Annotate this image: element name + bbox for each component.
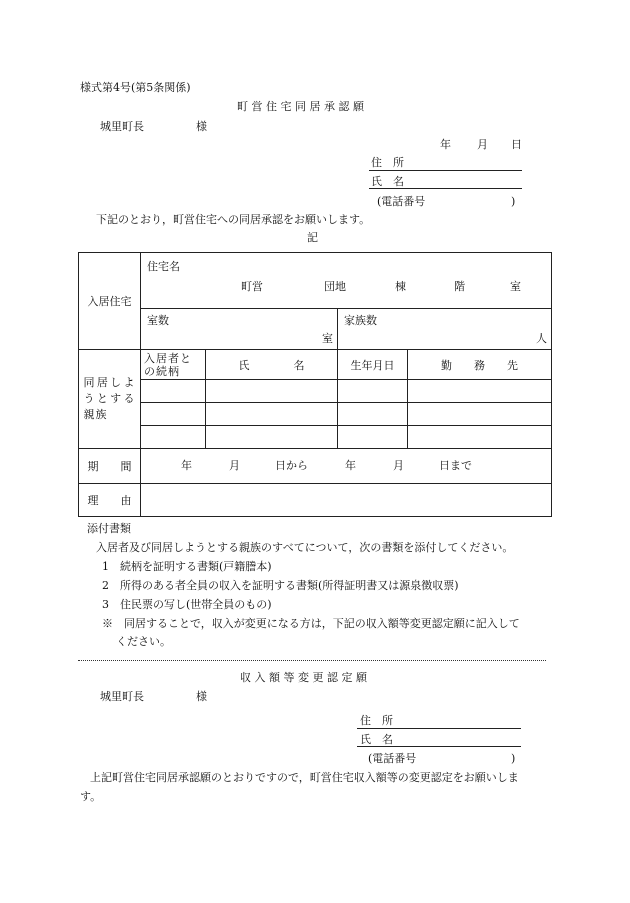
- applicant-phone-label: (電話番号: [377, 195, 426, 208]
- attachments-heading: 添付書類: [87, 522, 131, 535]
- cohabit-row-1: [79, 380, 552, 403]
- family-count-cell: [338, 309, 552, 350]
- relation-header: 入居者との続柄: [144, 351, 192, 378]
- birth-cell[interactable]: [338, 403, 408, 426]
- reason-label: 理 由: [87, 494, 132, 507]
- housing-unit-building: 棟: [395, 280, 406, 293]
- honorific: 様: [196, 120, 207, 133]
- period-end-year: 年: [345, 459, 356, 472]
- name-cell[interactable]: [206, 403, 338, 426]
- attachment-item-3: 3 住民票の写し(世帯全員のもの): [102, 598, 272, 611]
- housing-unit-floor: 階: [454, 280, 465, 293]
- applicant-name-label: 氏 名: [371, 175, 404, 188]
- ki-label: 記: [307, 231, 318, 244]
- attachment-item-1: 1 続柄を証明する書類(戸籍謄本): [102, 560, 272, 573]
- address-underline: [369, 170, 522, 171]
- name-header: 氏 名: [238, 358, 305, 372]
- family-count-label: 家族数: [344, 314, 377, 327]
- form-number: 様式第4号(第5条関係): [80, 81, 191, 94]
- second-body-line2: す。: [80, 790, 102, 803]
- room-count-unit: 室: [322, 332, 333, 345]
- intro-text: 下記のとおり，町営住宅への同居承認をお願いします。: [96, 213, 371, 226]
- second-address-label: 住 所: [360, 714, 393, 727]
- attachment-item-2: 2 所得のある者全員の収入を証明する書類(所得証明書又は源泉徴収票): [102, 579, 459, 592]
- second-body-line1: 上記町営住宅同居承認願のとおりですので，町営住宅収入額等の変更認定をお願いしま: [90, 771, 519, 784]
- second-addressee: 城里町長: [100, 690, 144, 703]
- period-start-day: 日から: [275, 459, 308, 472]
- birth-header: 生年月日: [350, 358, 395, 372]
- addressee: 城里町長: [100, 120, 144, 133]
- residence-row-counts: [79, 309, 552, 350]
- attachments-lead: 入居者及び同居しようとする親族のすべてについて，次の書類を添付してください。: [96, 541, 514, 554]
- residence-row-name: [79, 253, 552, 309]
- housing-unit-danchi: 団地: [324, 280, 346, 293]
- attachment-note-line1: ※ 同居することで，収入が変更になる方は，下記の収入額等変更認定願に記入して: [102, 617, 520, 630]
- period-value-cell[interactable]: [141, 449, 552, 484]
- room-count-cell: [141, 309, 338, 350]
- period-start-year: 年: [181, 459, 192, 472]
- housing-name-cell: [141, 253, 552, 309]
- birth-cell[interactable]: [338, 426, 408, 449]
- second-name-label: 氏 名: [360, 733, 393, 746]
- relation-cell[interactable]: [141, 403, 206, 426]
- second-phone-label: (電話番号: [368, 752, 417, 765]
- relation-cell[interactable]: [141, 426, 206, 449]
- cohabit-header-cell: [79, 350, 141, 449]
- name-underline: [369, 188, 522, 189]
- work-cell[interactable]: [408, 380, 552, 403]
- residence-header: 入居住宅: [87, 295, 132, 308]
- room-count-label: 室数: [147, 314, 169, 327]
- name-cell[interactable]: [206, 426, 338, 449]
- housing-unit-room: 室: [510, 280, 521, 293]
- housing-unit-town: 町営: [241, 280, 263, 293]
- reason-label-cell: [79, 484, 141, 517]
- cohabit-row-3: [79, 426, 552, 449]
- reason-value-cell[interactable]: [141, 484, 552, 517]
- second-title: 収 入 額 等 変 更 認 定 願: [240, 671, 367, 684]
- date-month: 月: [477, 138, 488, 151]
- family-count-unit: 人: [536, 332, 547, 345]
- work-cell[interactable]: [408, 403, 552, 426]
- date-year: 年: [440, 138, 451, 151]
- application-table: [78, 252, 552, 517]
- attachment-note-line2: ください。: [116, 635, 171, 648]
- housing-name-label: 住宅名: [147, 260, 180, 273]
- period-end-month: 月: [393, 459, 404, 472]
- residence-header-cell: [79, 253, 141, 350]
- section-divider: [78, 660, 546, 661]
- cohabit-row-2: [79, 403, 552, 426]
- applicant-phone-close: ): [511, 195, 516, 208]
- work-header: 勤 務 先: [441, 358, 518, 372]
- applicant-address-label: 住 所: [371, 156, 404, 169]
- work-cell[interactable]: [408, 426, 552, 449]
- period-start-month: 月: [229, 459, 240, 472]
- second-phone-close: ): [511, 752, 516, 765]
- reason-row: [79, 484, 552, 517]
- name-header-cell: [206, 350, 338, 380]
- second-honorific: 様: [196, 690, 207, 703]
- second-address-underline: [357, 728, 521, 729]
- birth-header-cell: [338, 350, 408, 380]
- page-title: 町 営 住 宅 同 居 承 認 願: [237, 100, 364, 113]
- date-day: 日: [511, 138, 522, 151]
- cohabit-header: 同居しようとする親族: [83, 376, 136, 421]
- birth-cell[interactable]: [338, 380, 408, 403]
- name-cell[interactable]: [206, 380, 338, 403]
- relation-cell[interactable]: [141, 380, 206, 403]
- period-label-cell: [79, 449, 141, 484]
- period-label: 期 間: [87, 460, 132, 473]
- relation-header-cell: [141, 350, 206, 380]
- second-name-underline: [357, 746, 521, 747]
- cohabit-header-row: [79, 350, 552, 380]
- period-row: [79, 449, 552, 484]
- work-header-cell: [408, 350, 552, 380]
- period-end-day: 日まで: [439, 459, 472, 472]
